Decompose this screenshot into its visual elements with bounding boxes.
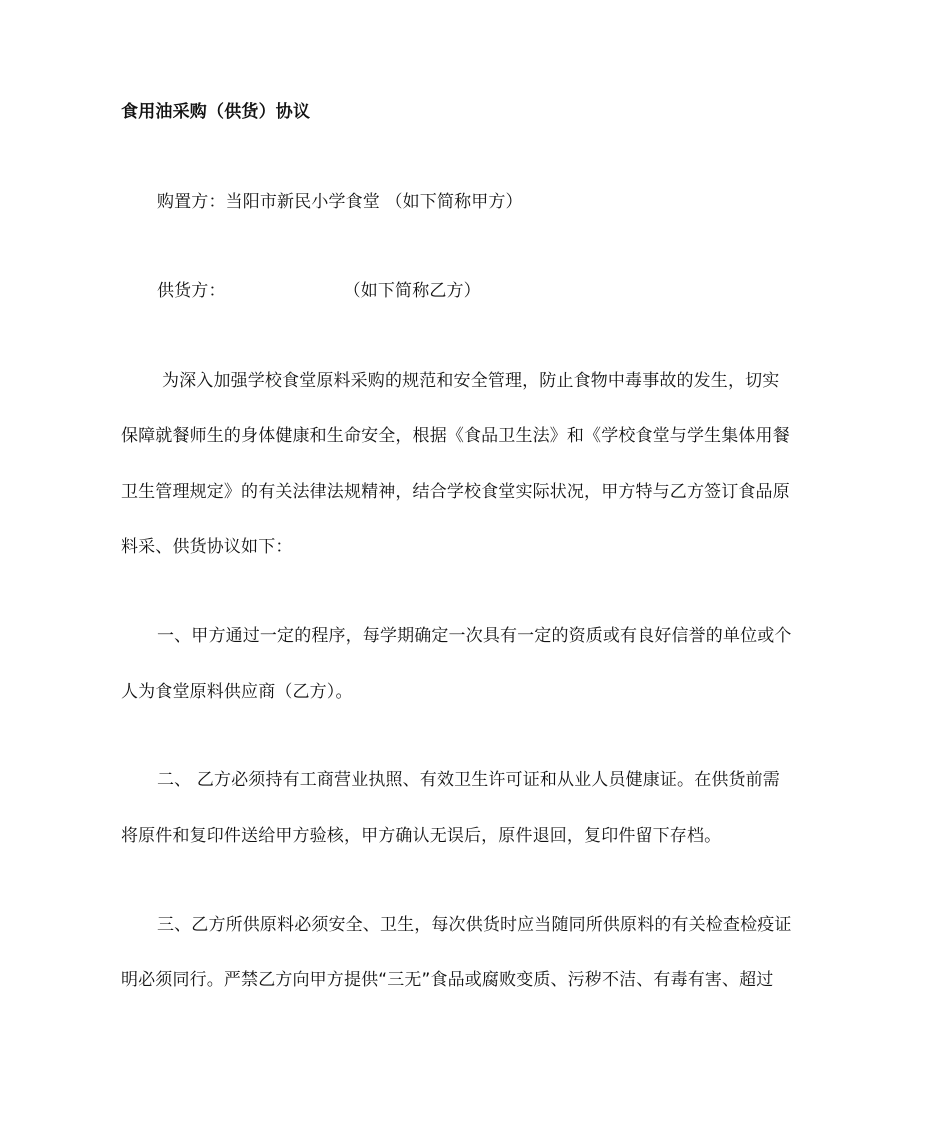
supplier-label: 供货方： xyxy=(157,281,226,301)
clause1-line-1: 一、甲方通过一定的程序，每学期确定一次具有一定的资质或有良好信誉的单位或个 xyxy=(157,626,792,646)
intro-line-4: 料采、供货协议如下： xyxy=(121,537,293,557)
clause1-line-2: 人为食堂原料供应商（乙方）。 xyxy=(121,682,353,702)
supplier-line xyxy=(157,276,831,301)
supplier-note: （如下简称乙方） xyxy=(343,281,481,301)
intro-line-3: 卫生管理规定》的有关法律法规精神，结合学校食堂实际状况，甲方特与乙方签订食品原 xyxy=(121,482,790,502)
buyer-line: 购置方：当阳市新民小学食堂 （如下简称甲方） xyxy=(157,192,523,212)
clause2-line-2: 将原件和复印件送给甲方验核，甲方确认无误后，原件退回，复印件留下存档。 xyxy=(121,826,722,846)
document-title: 食用油采购（供货）协议 xyxy=(121,102,311,122)
clause3-line-1: 三、乙方所供原料必须安全、卫生，每次供货时应当随同所供原料的有关检查检疫证 xyxy=(157,915,792,935)
clause3-line-2: 明必须同行。严禁乙方向甲方提供“三无”食品或腐败变质、污秽不洁、有毒有害、超过 xyxy=(121,970,774,990)
intro-line-2: 保障就餐师生的身体健康和生命安全，根据《食品卫生法》和《学校食堂与学生集体用餐 xyxy=(121,426,790,446)
clause2-line-1: 二、 乙方必须持有工商营业执照、有效卫生许可证和从业人员健康证。在供货前需 xyxy=(157,770,780,790)
intro-line-1: 为深入加强学校食堂原料采购的规范和安全管理，防止食物中毒事故的发生，切实 xyxy=(162,371,780,391)
